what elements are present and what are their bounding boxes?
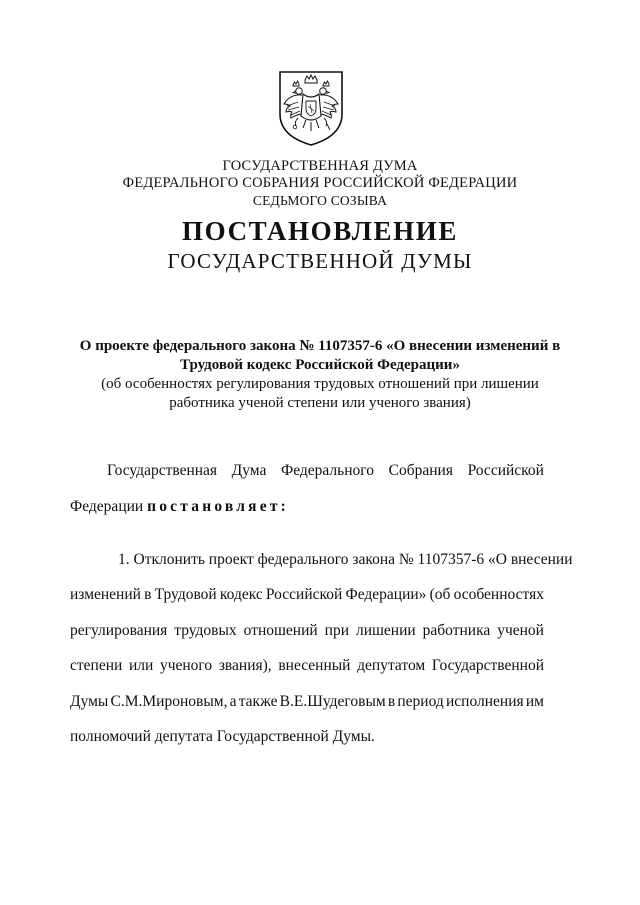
item1-word: лишении [355,622,416,639]
item1-word: Государственной [431,657,544,674]
russian-coat-of-arms-icon [276,68,346,148]
item1-word: им [525,693,544,710]
document-issuer-title: ГОСУДАРСТВЕННОЙ ДУМЫ [167,249,473,273]
item1-word: ученой [497,622,544,639]
item1-word: период [397,693,444,710]
item1-word: звания), [218,657,272,674]
item1-word: ученого [159,657,213,674]
item1-word: степени [70,657,123,674]
preamble-line-2 [70,497,544,517]
header-line-convocation: СЕДЬМОГО СОЗЫВА [252,193,388,208]
header-line-state-duma: ГОСУДАРСТВЕННАЯ ДУМА [222,158,418,174]
subject-note-line-2: работника ученой степени или ученого звания) [169,395,471,411]
preamble-word: Федерального [280,462,375,479]
item1-word: работника [422,622,491,639]
item1-word: В.Е.Шудеговым [279,693,386,710]
subject-title-line-2: Трудовой кодекс Российской Федерации» [180,357,460,373]
item1-word: Думы [70,693,109,710]
item1-word: отношений [243,622,318,639]
preamble-word: Российской [467,462,544,479]
preamble-word: Собрания [388,462,453,479]
subject-note-line-1: (об особенностях регулирования трудовых отношений при лишении [101,376,539,392]
item1-line-1: 1. Отклонить проект федерального закона № 1107357-6 «О внесении [118,551,573,568]
item1-word: в [387,693,396,710]
item1-word: (об [429,586,451,603]
header-line-federal-assembly: ФЕДЕРАЛЬНОГО СОБРАНИЯ РОССИЙСКОЙ ФЕДЕРАЦИИ [122,175,518,191]
item1-word: также [238,693,278,710]
item1-line-3 [70,621,544,641]
item1-word: исполнения [445,693,524,710]
item1-word: внесенный [278,657,351,674]
item1-word: С.М.Мироновым, [110,693,228,710]
preamble-resolves: постановляет: [147,498,289,515]
item1-word: особенностях [453,586,544,603]
item1-word: кодекс [219,586,263,603]
item1-line-5 [70,692,544,712]
preamble-federation: Федерации [70,498,144,515]
document-type-title: ПОСТАНОВЛЕНИЕ [182,216,458,246]
item1-word: Российской [265,586,343,603]
item1-word: при [324,622,349,639]
preamble-word: Дума [231,462,267,479]
item1-word: а [229,693,237,710]
preamble-word: Государственная [107,462,218,479]
item1-line-6: полномочий депутата Государственной Думы. [70,728,375,745]
subject-title-line-1: О проекте федерального закона № 1107357-6 «О внесении изменений в [79,338,561,354]
item1-line-4 [70,656,544,676]
item1-word: депутатом [357,657,426,674]
item1-word: Трудовой [154,586,217,603]
item1-line-2 [70,585,544,605]
item1-word: трудовых [174,622,237,639]
item1-word: регулирования [70,622,168,639]
item1-word: Федерации» [345,586,427,603]
item1-word: в [144,586,152,603]
preamble-line-1 [107,461,544,481]
item1-word: или [128,657,154,674]
item1-word: изменений [70,586,141,603]
